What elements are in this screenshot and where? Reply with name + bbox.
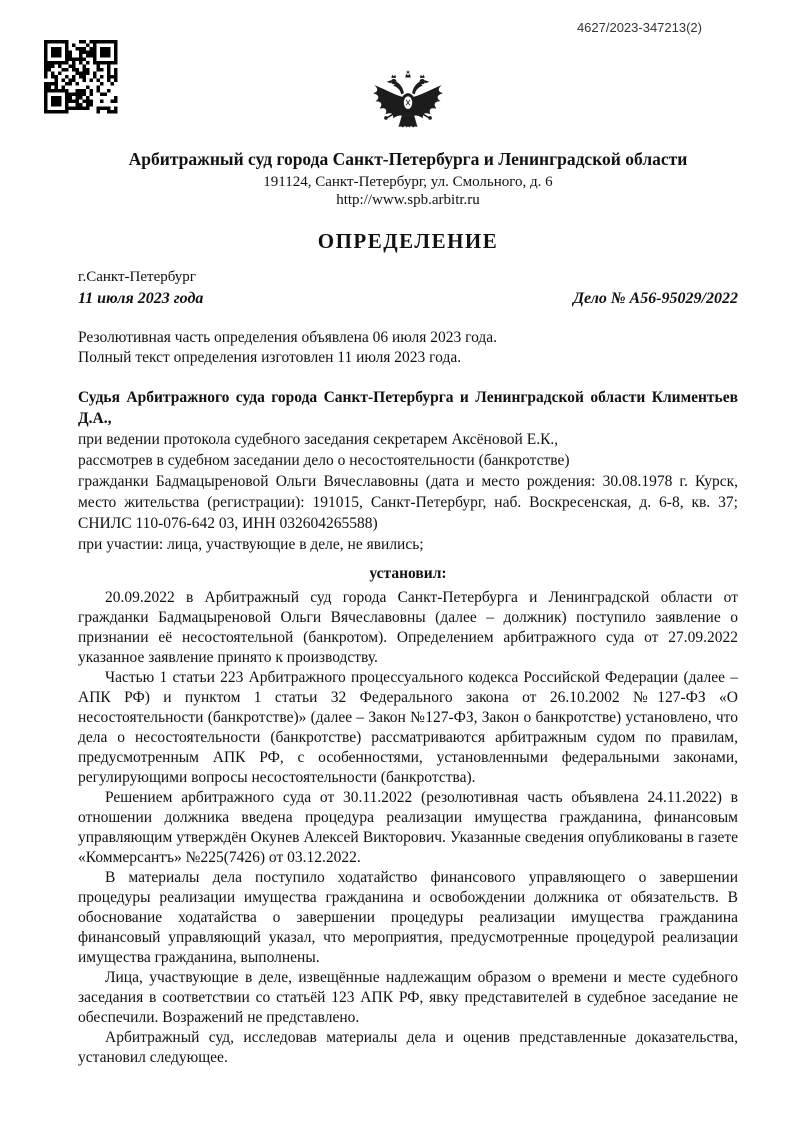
resolution-fulltext-line: Полный текст определения изготовлен 11 июля 2023 года. [78, 349, 462, 366]
date-case-row [78, 288, 738, 309]
ruled-label: установил: [369, 565, 447, 582]
judge-paragraph: Судья Арбитражного суда города Санкт-Петербурга и Ленинградской области Климентьев Д.А., [78, 389, 738, 427]
preamble-attendance-line: при участии: лица, участвующие в деле, не явились; [78, 536, 424, 553]
decision-date: 11 июля 2023 года [78, 290, 204, 307]
court-website-link[interactable]: http://www.spb.arbitr.ru [336, 192, 480, 208]
document-title: ОПРЕДЕЛЕНИЕ [317, 229, 499, 253]
resolution-block [78, 328, 738, 368]
qr-code-icon [44, 40, 118, 114]
body-paragraph-6: Арбитражный суд, исследовав материалы дела и оценив представленные доказательства, установил следующее. [78, 1029, 738, 1066]
resolution-announced-line: Резолютивная часть определения объявлена 06 июля 2023 года. [78, 329, 498, 346]
place-line: г.Санкт-Петербург [78, 269, 196, 285]
body-paragraph-4: В материалы дела поступило ходатайство финансового управляющего о завершении процедуры реализации имущества гражданина и освобождении должника от обязательств. В обоснование ходатайства о завершении процедуры реализации имущества гражданина финансовый управляющий указал, что мероприятия, предусмотренные процедурой реализации имущества гражданина, выполнены. [78, 869, 738, 966]
document-ref-number: 4627/2023-347213(2) [576, 20, 702, 35]
case-number: Дело № А56-95029/2022 [573, 290, 738, 307]
preamble-debtor-paragraph: гражданки Бадмацыреновой Ольги Вячеславовны (дата и место рождения: 30.08.1978 г. Курск, место жительства (регистрации): 191015, Санкт-Петербург, наб. Воскресенская, д. 6-8, кв. 37; СНИЛС 110-076-642 03, ИНН 032604265588) [78, 473, 738, 532]
body-paragraph-3: Решением арбитражного суда от 30.11.2022 (резолютивная часть объявлена 24.11.2022) в отношении должника введена процедура реализации имущества гражданина, финансовым управляющим утверждён Окунев Алексей Викторович. Указанные сведения опубликованы в газете «Коммерсантъ» №225(7426) от 03.12.2022. [78, 789, 738, 866]
document-meta [78, 268, 738, 309]
body-paragraph-2: Частью 1 статьи 223 Арбитражного процессуального кодекса Российской Федерации (далее – АПК РФ) и пунктом 1 статьи 32 Федерального закона от 26.10.2002 №127-ФЗ «О несостоятельности (банкротстве)» (далее – Закон №127-ФЗ, Закон о банкротстве) установлено, что дела о несостоятельности (банкротстве) рассматриваются арбитражным судом по правилам, предусмотренным АПК РФ, с особенностями, установленными федеральными законами, регулирующими вопросы несостоятельности (банкротства). [78, 669, 738, 786]
body-paragraph-5: Лица, участвующие в деле, извещённые надлежащим образом о времени и месте судебного заседания в соответствии со статьёй 123 АПК РФ, явку представителей в судебное заседание не обеспечили. Возражений не представлено. [78, 969, 738, 1026]
preamble-secretary-line: при ведении протокола судебного заседания секретарем Аксёновой Е.К., [78, 431, 559, 448]
court-name: Арбитражный суд города Санкт-Петербурга и Ленинградской области [128, 149, 688, 169]
court-address: 191124, Санкт-Петербург, ул. Смольного, д. 6 [263, 174, 553, 190]
russian-coat-of-arms-icon [366, 70, 450, 138]
preamble-considered-line: рассмотрев в судебном заседании дело о несостоятельности (банкротстве) [78, 452, 570, 469]
body-paragraph-1: 20.09.2022 в Арбитражный суд города Санкт-Петербурга и Ленинградской области от гражданки Бадмацыреновой Ольги Вячеславовны (далее – должник) поступило заявление о признании её несостоятельной (банкротом). Определением арбитражного суда от 27.09.2022 указанное заявление принято к производству. [78, 589, 738, 666]
